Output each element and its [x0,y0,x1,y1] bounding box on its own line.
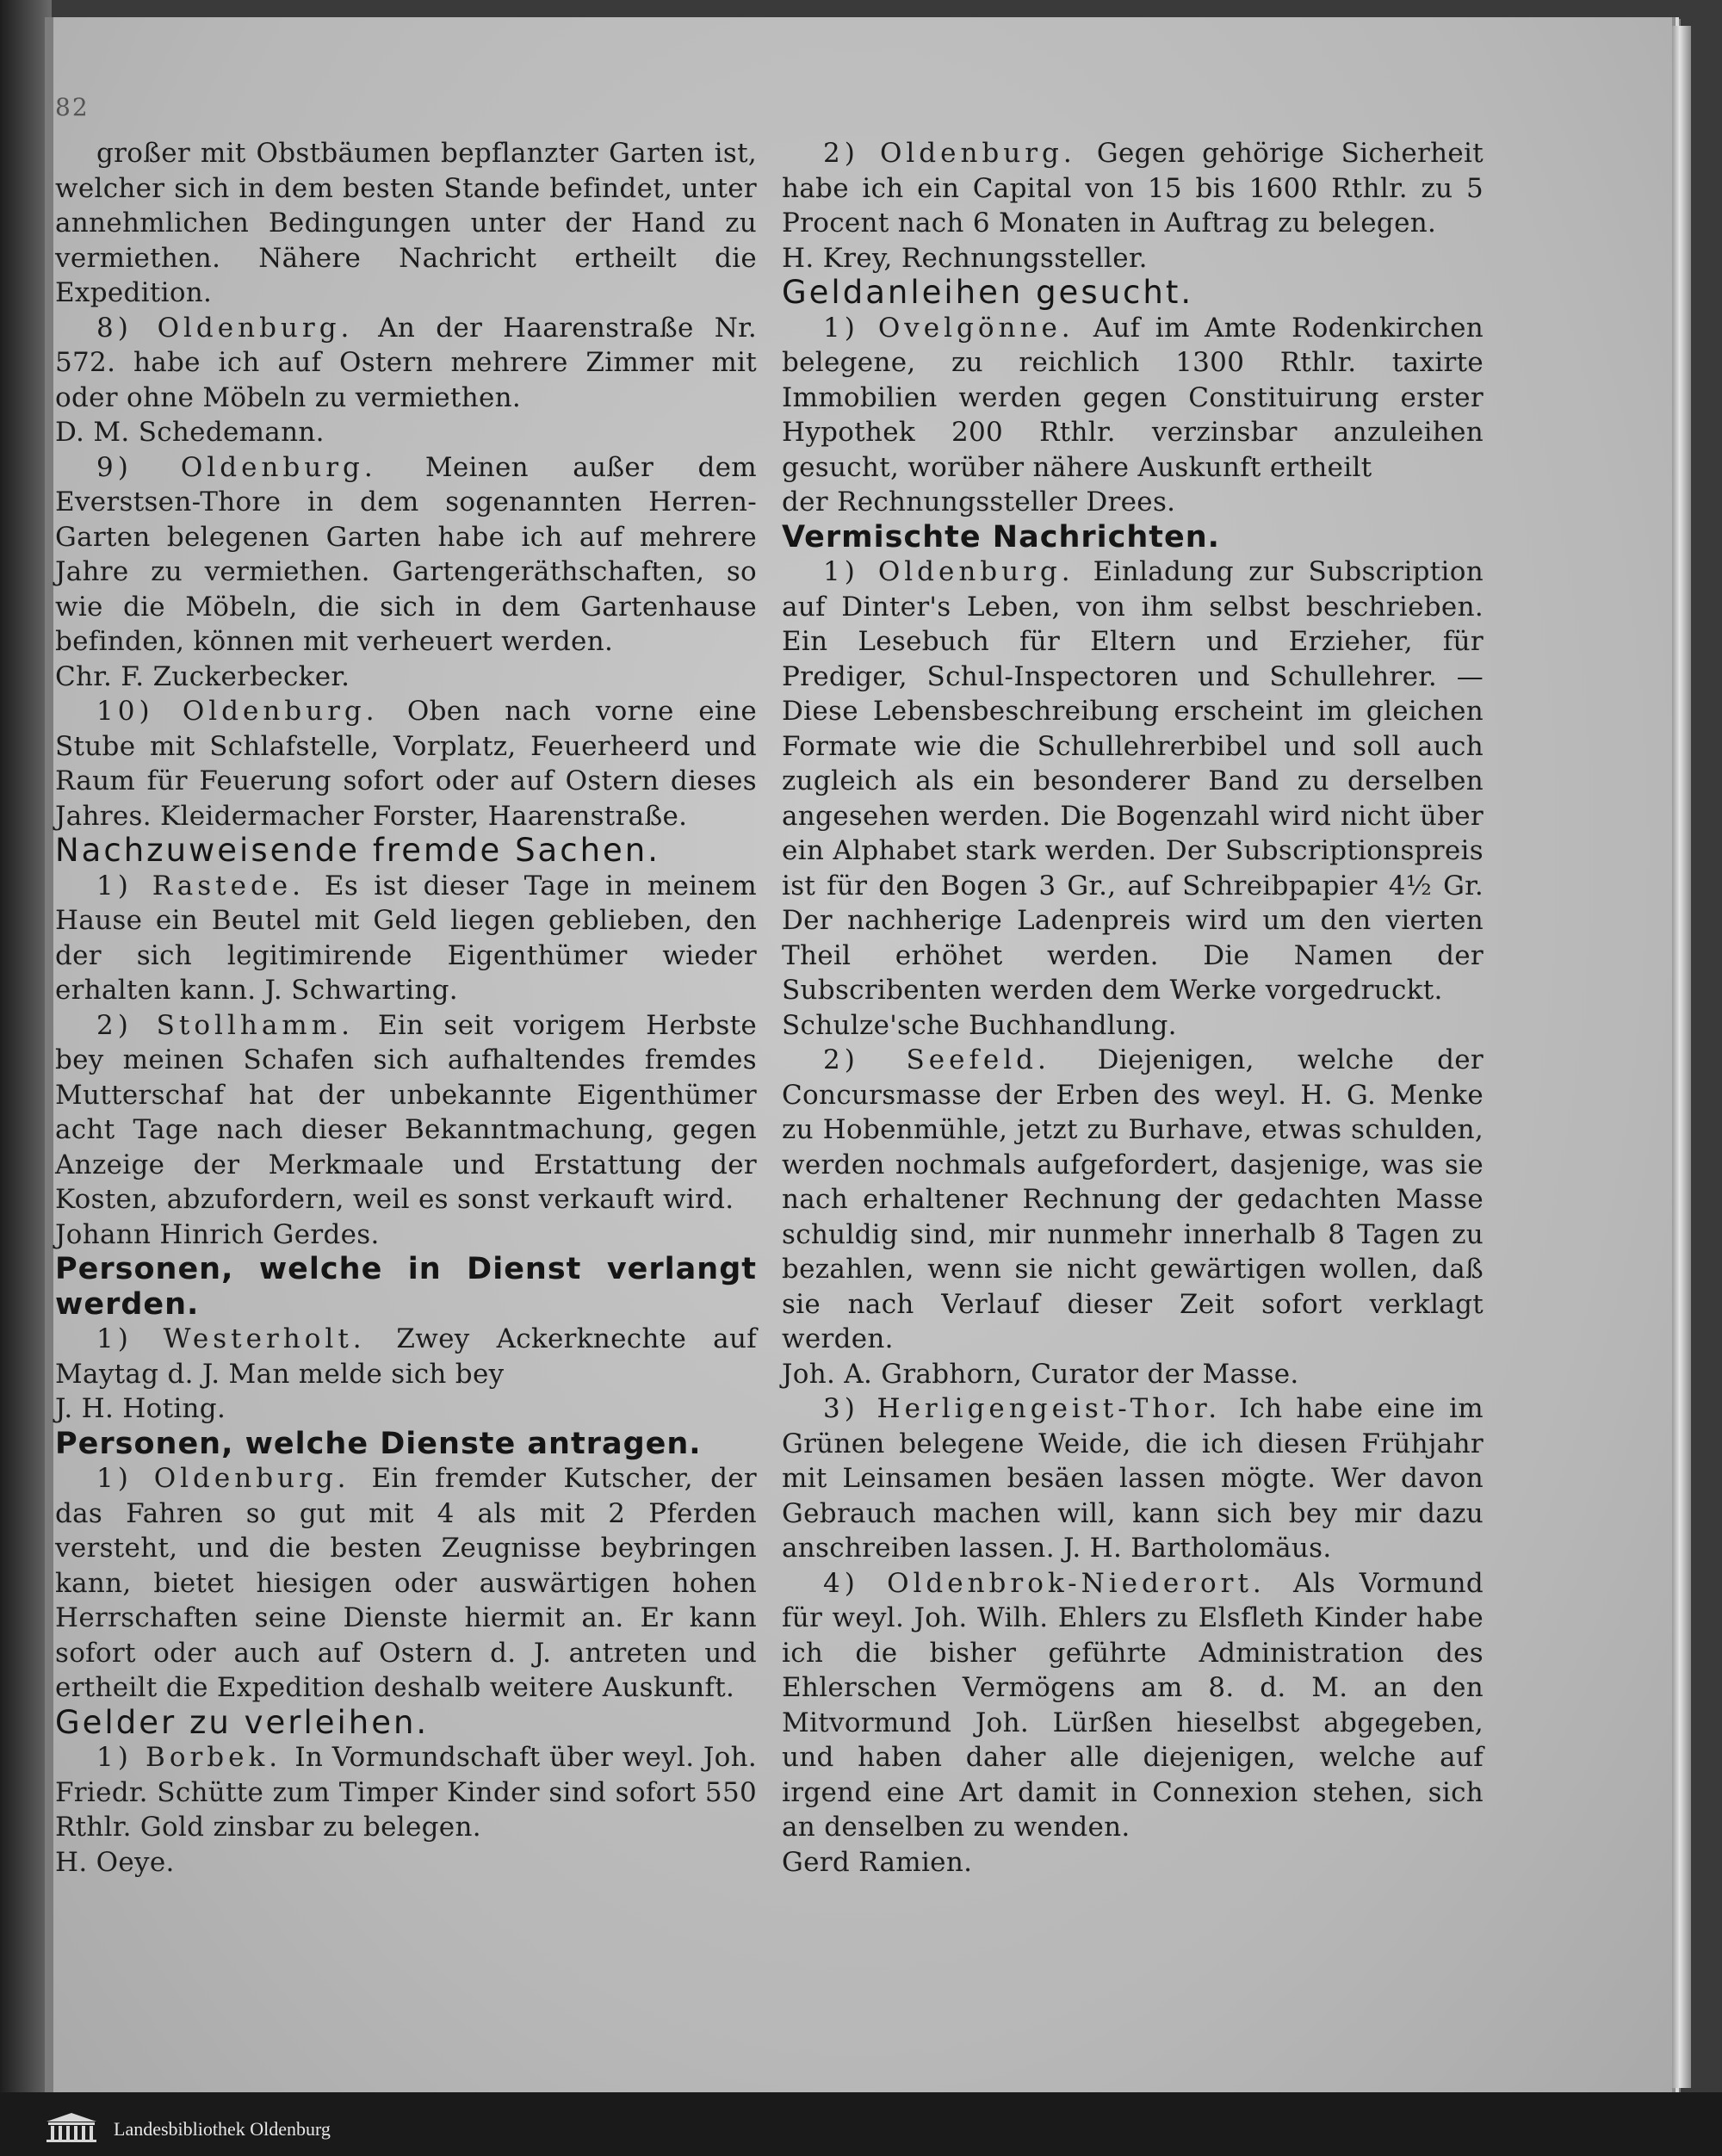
notice-signature: Schulze'sche Buchhandlung. [782,1009,1177,1041]
notice-signature: Joh. A. Grabhorn, Curator der Masse. [782,1358,1299,1390]
library-name: Landesbibliothek Oldenburg [114,2118,331,2140]
notice-signature: Chr. F. Zuckerbecker. [55,660,350,692]
scan-edge-left [0,0,52,2156]
notice-entry [782,136,1484,241]
notice-place: 1) Rastede. [96,870,325,901]
library-building-icon [43,2111,100,2144]
notice-signature: H. Krey, Rechnungssteller. [782,242,1148,274]
notice-place: 9) Oldenburg. [96,451,425,483]
notice-signature: Gerd Ramien. [782,1846,973,1878]
notice-entry [55,1008,757,1217]
section-heading: Geldanleihen gesucht. [782,274,1194,311]
notice-entry [782,1043,1484,1357]
section-heading: Vermischte Nachrichten. [782,519,1220,554]
notice-place: 2) Oldenburg. [823,138,1097,169]
page-edge-right [1672,26,1691,2088]
notice-text: Ein fremder Kutscher, der das Fahren so gut mit 4 als mit 2 Pferden versteht, und die besten Zeugnisse beybringen kann, bietet hiesigen oder auswärtigen hohen Herrschaften seine Dienste hiermit an. Er kann sofort oder auch auf Ostern d. J. antreten und ertheilt die Expedition deshalb weitere Auskunft. [55,1463,757,1703]
notice-text: In Vormundschaft über weyl. Joh. Friedr. Schütte zum Timper Kinder sind sofort 550 Rthlr. Gold zinsbar zu belegen. [55,1742,757,1843]
notice-signature: der Rechnungssteller Drees. [782,486,1176,517]
notice-entry [55,1740,757,1845]
notice-place: 2) Seefeld. [823,1044,1098,1075]
notice-entry [55,1461,757,1706]
notice-text: Ein seit vorigem Herbste bey meinen Schafen sich aufhaltendes fremdes Mutterschaf hat der unbekannte Eigenthümer acht Tage nach dieser Bekanntmachung, gegen Anzeige der Merkmaale und Erstattung der Kosten, abzufordern, weil es sonst verkauft wird. [55,1009,757,1215]
notice-entry [782,311,1484,486]
notice-signature: H. Oeye. [55,1846,175,1878]
notice-text: Diejenigen, welche der Concursmasse der Erben des weyl. H. G. Menke zu Hobenmühle, jetzt zu Burhave, etwas schulden, werden nochmals aufgefordert, dasjenige, was sie nach erhaltener Rechnung der gedachten Masse schuldig sind, mir nunmehr innerhalb 8 Tagen zu bezahlen, wenn sie nicht gewärtigen wollen, daß sie nach Verlauf dieser Zeit sofort verklagt werden. [782,1044,1484,1354]
notice-signature: D. M. Schedemann. [55,417,325,448]
section-heading: Gelder zu verleihen. [55,1703,430,1741]
section-heading: Nachzuweisende fremde Sachen. [55,832,660,869]
notice-signature: Johann Hinrich Gerdes. [55,1218,380,1250]
notice-place: 3) Herligengeist-Thor. [823,1393,1239,1424]
left-column [55,136,757,1880]
notice-text: An der Haarenstraße Nr. 572. habe ich auf Ostern mehrere Zimmer mit oder ohne Möbeln zu vermiethen. [55,312,757,413]
notice-entry [55,450,757,660]
notice-text: Zwey Ackerknechte auf Maytag d. J. Man melde sich bey [55,1323,757,1390]
notice-entry [55,1322,757,1391]
notice-text: Meinen außer dem Everstsen-Thore in dem sogenannten Herren-Garten belegenen Garten habe ich auf mehrere Jahre zu vermiethen. Gartengeräthschaften, so wie die Möbeln, die sich in dem Gartenhause befinden, können mit verheuert werden. [55,451,757,657]
notice-entry [55,311,757,416]
notice-entry [55,136,757,311]
page-gutter [45,17,53,2092]
notice-place: 4) Oldenbrok-Niederort. [823,1567,1294,1599]
page-number: 82 [55,93,90,121]
notice-place: 1) Westerholt. [96,1323,397,1354]
notice-text: Ich habe eine im Grünen belegene Weide, die ich diesen Frühjahr mit Leinsamen besäen lassen mögte. Wer davon Gebrauch machen will, kann sich bey mir dazu anschreiben lassen. J. H. Bartholomäus. [782,1393,1484,1564]
right-column [782,136,1484,1880]
notice-place: 2) Stollhamm. [96,1009,378,1041]
notice-text: Es ist dieser Tage in meinem Hause ein Beutel mit Geld liegen geblieben, den der sich legitimirende Eigenthümer wieder erhalten kann. J. Schwarting. [55,870,757,1006]
notice-text: Als Vormund für weyl. Joh. Wilh. Ehlers zu Elsfleth Kinder habe ich die bisher geführte Administration des Ehlerschen Vermögens am 8. d. M. an den Mitvormund Joh. Lürßen hieselbst abgegeben, und haben daher alle diejenigen, welche auf irgend eine Art damit in Connexion stehen, sich an denselben zu wenden. [782,1567,1484,1843]
notice-place: 8) Oldenburg. [96,312,379,344]
notice-entry [55,869,757,1008]
notice-text: Einladung zur Subscription auf Dinter's Leben, von ihm selbst beschrieben. Ein Lesebuch für Eltern und Erzieher, für Prediger, Schul-Inspectoren und Schullehrer. — Diese Lebensbeschreibung erscheint im gleichen Formate wie die Schullehrerbibel und soll auch zugleich als ein besonderer Band zu derselben angesehen werden. Die Bogenzahl wird nicht über ein Alphabet stark werden. Der Subscriptionspreis ist für den Bogen 3 Gr., auf Schreibpapier 4½ Gr. Der nachherige Ladenpreis wird um den vierten Theil erhöhet werden. Die Namen der Subscribenten werden dem Werke vorgedruckt. [782,556,1484,1006]
notice-text: Auf im Amte Rodenkirchen belegene, zu reichlich 1300 Rthlr. taxirte Immobilien werden gegen Constituirung erster Hypothek 200 Rthlr. verzinsbar anzuleihen gesucht, worüber nähere Auskunft ertheilt [782,312,1484,483]
notice-place: 1) Ovelgönne. [823,312,1093,344]
notice-entry [55,694,757,833]
notice-place: 10) Oldenburg. [96,696,407,727]
notice-text: großer mit Obstbäumen bepflanzter Garten ist, welcher sich in dem besten Stande befindet, unter annehmlichen Bedingungen unter der Hand zu vermiethen. Nähere Nachricht ertheilt die Expedition. [55,138,757,308]
notice-text: Gegen gehörige Sicherheit habe ich ein Capital von 15 bis 1600 Rthlr. zu 5 Procent nach 6 Monaten in Auftrag zu belegen. [782,138,1484,239]
notice-place: 1) Oldenburg. [96,1463,372,1494]
notice-signature: J. H. Hoting. [55,1393,226,1424]
notice-entry [782,554,1484,1008]
section-heading: Personen, welche Dienste antragen. [55,1426,702,1461]
notice-entry [782,1391,1484,1566]
section-heading: Personen, welche in Dienst verlangt werden. [55,1252,757,1322]
notice-text: Oben nach vorne eine Stube mit Schlafstelle, Vorplatz, Feuerheerd und Raum für Feuerung sofort oder auf Ostern dieses Jahres. Kleidermacher Forster, Haarenstraße. [55,696,757,832]
notice-place: 1) Oldenburg. [823,556,1093,587]
notice-place: 1) Borbek. [96,1742,295,1773]
notice-entry [782,1566,1484,1845]
